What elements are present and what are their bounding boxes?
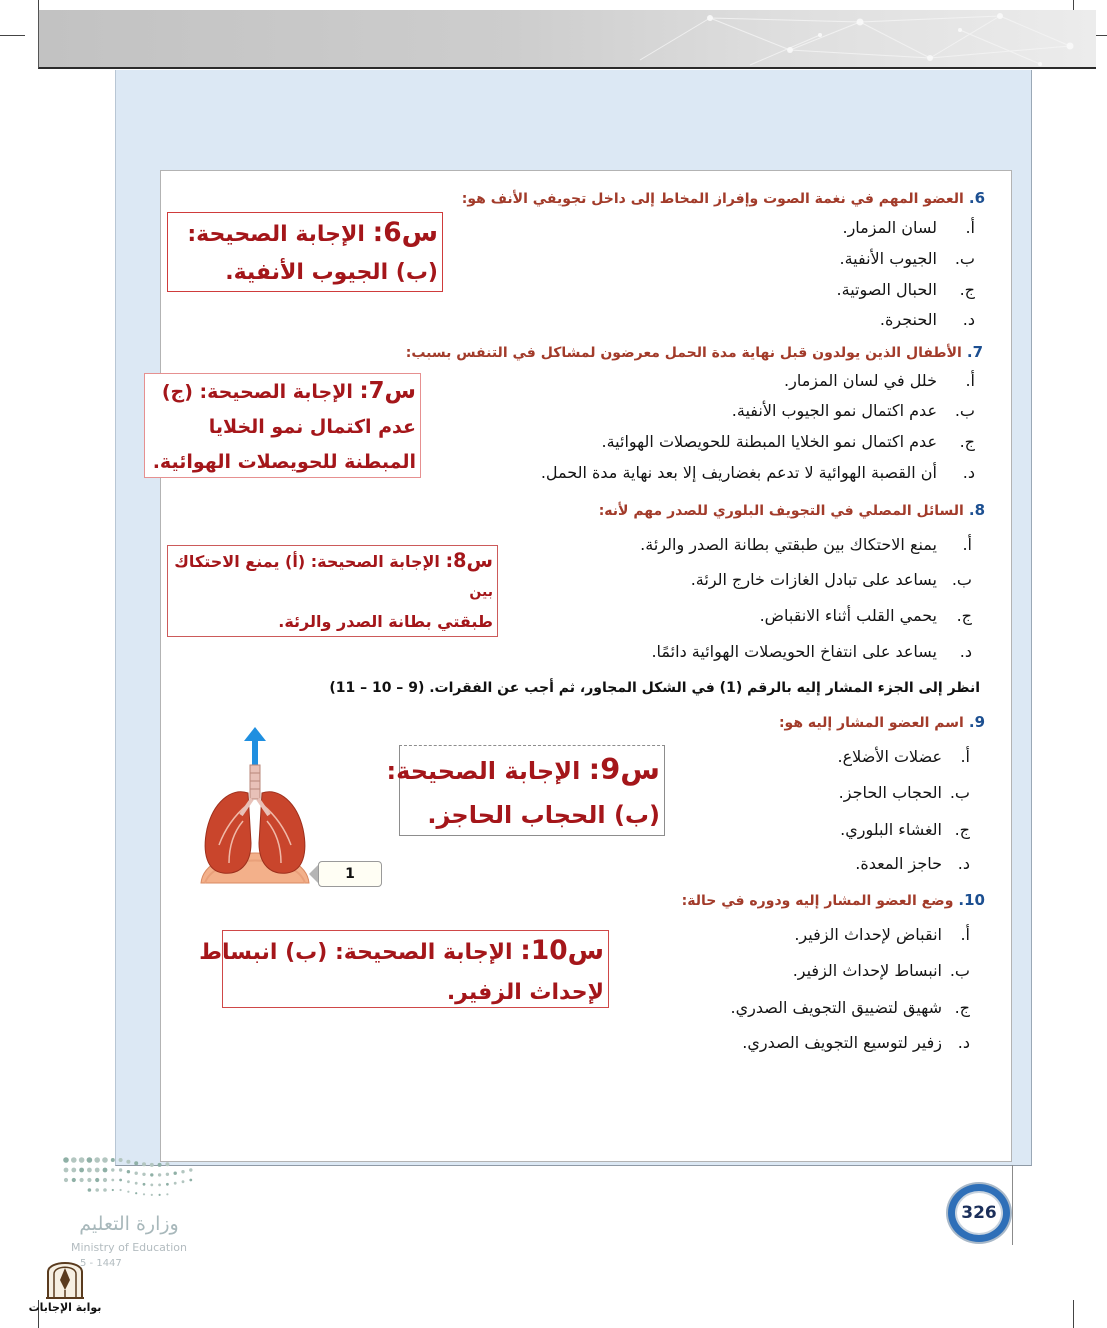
question-10-stem (682, 889, 985, 912)
option-text: حاجز المعدة. (855, 854, 942, 873)
lungs-diaphragm-illustration (195, 725, 320, 890)
logo-dot (181, 1170, 184, 1173)
question-number: 8. (968, 501, 985, 519)
answer-heading (386, 747, 660, 793)
option-text: زفير لتوسيع التجويف الصدري. (742, 1033, 942, 1052)
answer-line: الإجابة الصحيحة: (386, 757, 581, 785)
crop-mark (0, 35, 25, 36)
logo-dot (143, 1183, 146, 1186)
answer-label: س8: (445, 549, 493, 572)
answer-line: الإجابة الصحيحة: (187, 222, 365, 247)
option-row (784, 369, 975, 393)
logo-dot (182, 1180, 185, 1183)
answer-box-7 (144, 373, 421, 478)
logo-dot (120, 1189, 122, 1191)
option-text: انقباض لإحداث الزفير. (794, 925, 942, 944)
answer-box-6 (167, 212, 443, 292)
question-text: السائل المصلي في التجويف البلوري للصدر مهم لأنه: (598, 503, 964, 519)
option-text: يساعد على انتفاخ الحويصلات الهوائية دائمًا. (651, 642, 937, 661)
logo-dot (166, 1183, 169, 1186)
option-letter: ب. (951, 570, 972, 589)
option-text: خلل في لسان المزمار. (784, 371, 937, 390)
question-text: اسم العضو المشار إليه هو: (778, 715, 964, 731)
question-text: وضع العضو المشار إليه ودوره في حالة: (681, 893, 954, 909)
option-row (651, 640, 972, 664)
gate-arch-icon (44, 1254, 86, 1300)
logo-dot (111, 1158, 115, 1162)
page-number-badge (948, 1184, 1010, 1242)
option-letter: أ. (960, 925, 970, 944)
question-number: 6. (968, 189, 985, 207)
option-letter: د. (957, 854, 970, 873)
option-text: الحنجرة. (879, 310, 937, 329)
logo-dot (189, 1168, 192, 1171)
figure-instruction: انظر إلى الجزء المشار إليه بالرقم (1) في الشكل المجاور، ثم أجب عن الفقرات. (9 – 10 – 11) (329, 680, 980, 696)
logo-dot (87, 1178, 91, 1182)
option-letter: أ. (962, 535, 972, 554)
logo-dot (95, 1178, 99, 1182)
logo-dot (119, 1168, 122, 1171)
option-text: الحجاب الحاجز. (838, 783, 942, 802)
option-text: يحمي القلب أثناء الانقباض. (759, 606, 937, 625)
answer-label: س10: (520, 935, 604, 966)
option-letter: ج. (959, 432, 975, 451)
option-row (793, 959, 970, 983)
network-pattern-decoration (600, 10, 1095, 67)
option-text: يساعد على تبادل الغازات خارج الرئة. (690, 570, 937, 589)
answer-label: س6: (372, 217, 438, 248)
logo-dot (127, 1170, 130, 1173)
option-letter: أ. (960, 747, 970, 766)
logo-dot (142, 1162, 146, 1166)
answer-line: (ب) الحجاب الحاجز. (427, 801, 660, 829)
option-text: الجيوب الأنفية. (839, 249, 937, 268)
option-text: الغشاء البلوري. (840, 820, 942, 839)
logo-dot (159, 1194, 161, 1196)
logo-dot (111, 1168, 114, 1171)
option-letter: ب. (949, 961, 970, 980)
answer-line: بين (469, 584, 493, 600)
option-row (541, 461, 975, 485)
option-letter: ج. (959, 280, 975, 299)
question-number: 7. (966, 343, 983, 361)
ministry-name-arabic: وزارة التعليم (79, 1213, 179, 1235)
question-8-stem (599, 499, 985, 522)
answer-line: طبقتي بطانة الصدر والرئة. (278, 612, 493, 631)
trachea (241, 765, 269, 815)
question-number: 9. (968, 713, 985, 731)
logo-dot (95, 1188, 99, 1192)
logo-dot (150, 1184, 153, 1187)
page-number-line (1012, 1165, 1013, 1245)
logo-dot (103, 1168, 108, 1173)
logo-dot (63, 1157, 69, 1163)
logo-dot (79, 1157, 85, 1163)
logo-dot (151, 1194, 153, 1196)
crop-mark (38, 0, 39, 10)
option-text: عضلات الأضلاع. (837, 747, 942, 766)
option-letter: أ. (965, 371, 975, 390)
logo-dot (174, 1182, 177, 1185)
answer-box-10 (199, 930, 609, 1008)
answer-heading (168, 546, 493, 577)
logo-dot (64, 1178, 68, 1182)
logo-dot (80, 1178, 84, 1182)
logo-dot (174, 1172, 177, 1175)
option-row (838, 745, 970, 769)
logo-dot (158, 1163, 162, 1167)
crop-mark (1073, 1300, 1074, 1328)
logo-dot (166, 1193, 168, 1195)
logo-dot (127, 1191, 129, 1193)
logo-dot (127, 1180, 130, 1183)
answer-box-9 (386, 745, 665, 836)
academic-year: 5 - 1447 (80, 1258, 122, 1269)
logo-dot (150, 1173, 153, 1176)
answer-heading (168, 214, 438, 254)
answer-box-8 (167, 545, 498, 637)
logo-dot (103, 1188, 107, 1192)
option-row (839, 781, 970, 805)
option-text: شهيق لتضييق التجويف الصدري. (730, 998, 942, 1017)
option-letter: د. (962, 310, 975, 329)
option-text: الحبال الصوتية. (836, 280, 937, 299)
logo-dot (189, 1179, 192, 1182)
logo-dot (119, 1158, 123, 1162)
question-6-stem (462, 187, 985, 210)
option-letter: ج. (956, 606, 972, 625)
logo-dot (166, 1173, 169, 1176)
question-text: العضو المهم في نغمة الصوت وإفراز المخاط إلى داخل تجويفي الأنف هو: (461, 191, 964, 207)
answer-label: س9: (588, 752, 660, 786)
logo-dot (87, 1168, 92, 1173)
right-lung (259, 792, 305, 874)
logo-dot (134, 1161, 138, 1165)
option-row (732, 399, 975, 423)
option-row (602, 430, 975, 454)
logo-dot (119, 1179, 122, 1182)
answer-line: الإجابة الصحيحة: (ج) (161, 381, 353, 403)
option-letter: ج. (954, 998, 970, 1017)
option-letter: د. (959, 642, 972, 661)
option-letter: ب. (949, 783, 970, 802)
option-row (840, 818, 970, 842)
option-row (731, 996, 970, 1020)
option-letter: د. (962, 463, 975, 482)
question-text: الأطفال الذين يولدون قبل نهاية مدة الحمل معرضون لمشاكل في التنفس بسبب: (405, 345, 962, 361)
crop-mark (1073, 0, 1074, 10)
logo-dot (158, 1173, 161, 1176)
logo-dot (79, 1168, 84, 1173)
logo-dot (94, 1157, 100, 1163)
option-text: انبساط لإحداث الزفير. (792, 961, 942, 980)
option-letter: ج. (954, 820, 970, 839)
logo-dot (102, 1157, 108, 1163)
left-lung (205, 792, 251, 874)
option-row (760, 604, 972, 628)
logo-dot (71, 1157, 77, 1163)
option-letter: ب. (954, 401, 975, 420)
answer-heading (199, 931, 604, 973)
logo-dot (88, 1188, 92, 1192)
option-row (855, 852, 970, 876)
logo-dot (158, 1184, 161, 1187)
question-number: 10. (958, 891, 985, 909)
answer-line: المبطنة للحويصلات الهوائية. (152, 451, 416, 473)
answer-line: الإجابة الصحيحة: (ب) انبساط (199, 940, 513, 965)
logo-dot (126, 1160, 130, 1164)
option-row (842, 216, 975, 240)
logo-dot (142, 1173, 145, 1176)
option-row (880, 308, 975, 332)
logo-dot (143, 1193, 145, 1195)
logo-dot (135, 1172, 138, 1175)
option-row (691, 568, 972, 592)
option-text: يمنع الاحتكاك بين طبقتي بطانة الصدر والرئة. (640, 535, 937, 554)
figure-label: 1 (318, 861, 382, 887)
answer-line: الإجابة الصحيحة: (أ) يمنع الاحتكاك (174, 552, 440, 571)
answer-label: س7: (359, 378, 416, 404)
logo-dot (111, 1179, 114, 1182)
option-row (742, 1031, 970, 1055)
option-row (840, 247, 976, 271)
option-letter: د. (957, 1033, 970, 1052)
option-text: عدم اكتمال نمو الخلايا المبطنة للحويصلات الهوائية. (601, 432, 937, 451)
answer-line: لإحداث الزفير. (446, 980, 604, 1005)
option-text: أن القصبة الهوائية لا تدعم بغضاريف إلا بعد نهاية مدة الحمل. (540, 463, 937, 482)
logo-dot (150, 1163, 154, 1167)
option-row (837, 278, 975, 302)
up-arrow-icon (244, 727, 266, 767)
answer-heading (145, 374, 416, 410)
question-7-stem (406, 341, 983, 364)
logo-dot (165, 1162, 169, 1166)
logo-dot (87, 1157, 93, 1163)
logo-dot (112, 1189, 114, 1191)
option-text: لسان المزمار. (842, 218, 937, 237)
watermark-text: بوابة الإجابات (28, 1301, 102, 1314)
option-letter: أ. (965, 218, 975, 237)
ministry-name-english: Ministry of Education (70, 1241, 187, 1254)
logo-dot (64, 1168, 69, 1173)
question-9-stem (779, 711, 985, 734)
logo-dot (71, 1168, 76, 1173)
logo-dot (103, 1178, 107, 1182)
option-row (794, 923, 970, 947)
option-letter: ب. (954, 249, 975, 268)
answer-line: عدم اكتمال نمو الخلايا (208, 416, 416, 438)
logo-dot (135, 1182, 138, 1185)
ministry-logo-dots (62, 1155, 197, 1200)
logo-dot (95, 1168, 100, 1173)
option-row (640, 533, 972, 557)
option-text: عدم اكتمال نمو الجيوب الأنفية. (731, 401, 937, 420)
page-number: 326 (955, 1191, 1003, 1235)
answer-line: (ب) الجيوب الأنفية. (225, 260, 438, 285)
logo-dot (135, 1192, 137, 1194)
logo-dot (72, 1178, 76, 1182)
